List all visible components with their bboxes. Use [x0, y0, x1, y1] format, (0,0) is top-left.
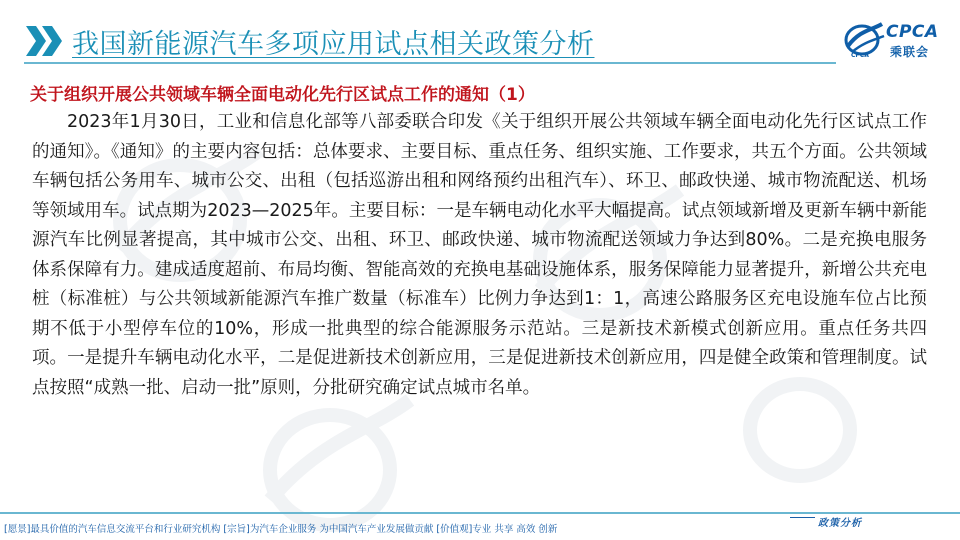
footer-tag-rule: [790, 517, 815, 518]
logo-text: CPCA: [886, 22, 939, 42]
double-chevron-icon: [26, 26, 64, 56]
page-title: 我国新能源汽车多项应用试点相关政策分析: [72, 29, 595, 60]
logo-subtext: 乘联会: [890, 45, 930, 59]
logo-small-text: CPCA: [851, 52, 869, 59]
body-paragraph: 2023年1月30日，工业和信息化部等八部委联合印发《关于组织开展公共领域车辆全面电动化先行区试点工作的通知》。《通知》的主要内容包括：总体要求、主要目标、重点任务、组织实施、工作要求，共五个方面。公共领域车辆包括公务用车、城市公交、出租（包括巡游出租和网络预约出租汽车）、环卫、邮政快递、城市物流配送、机场等领域用车。试点期为2023—2025年。主要目标：一是车辆电动化水平大幅提高。试点领域新增及更新车辆中新能源汽车比例显著提高，其中城市公交、出租、环卫、邮政快递、城市物流配送领域力争达到80%。二是充换电服务体系保障有力。建成适度超前、布局均衡、智能高效的充换电基础设施体系，服务保障能力显著提升，新增公共充电桩（标准桩）与公共领域新能源汽车推广数量（标准车）比例力争达到1：1，高速公路服务区充电设施车位占比预期不低于小型停车位的10%，形成一批典型的综合能源服务示范站。三是新技术新模式创新应用。重点任务共四项。一是提升车辆电动化水平，二是促进新技术创新应用，三是促进新技术创新应用，四是健全政策和管理制度。试点按照“成熟一批、启动一批”原则，分批研究确定试点城市名单。: [32, 112, 927, 398]
section-subtitle: 关于组织开展公共领域车辆全面电动化先行区试点工作的通知（1）: [30, 85, 535, 105]
header: [0, 0, 960, 70]
footer-mission-text: [愿景]最具价值的汽车信息交流平台和行业研究机构 [宗旨]为汽车企业服务 为中国汽车产业发展做贡献 [价值观]专业 共享 高效 创新: [4, 524, 558, 535]
footer-divider: [0, 512, 960, 514]
footer-tag: 政策分析: [818, 518, 862, 529]
header-divider: [24, 62, 836, 64]
